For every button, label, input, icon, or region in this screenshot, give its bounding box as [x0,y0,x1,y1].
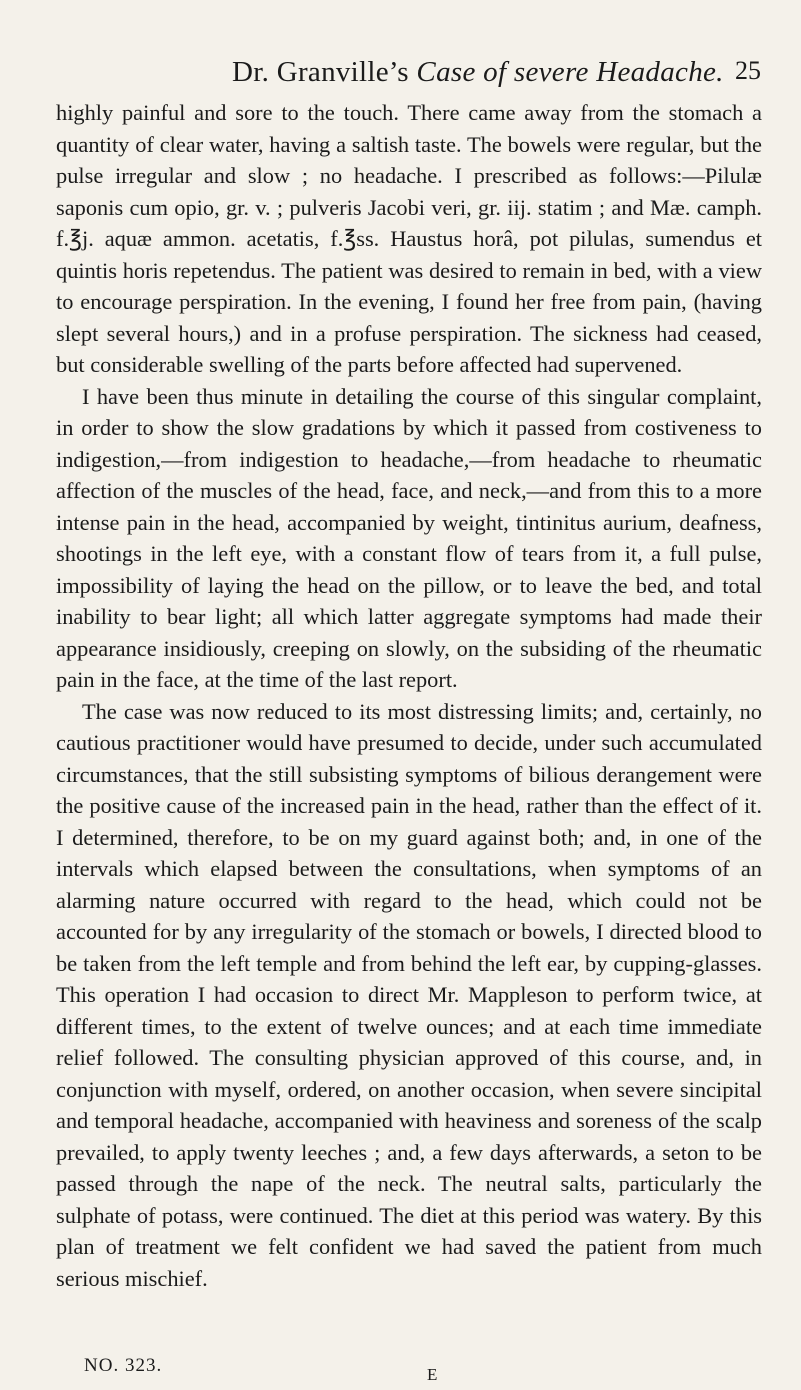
paragraph-1: highly painful and sore to the touch. There came away from the stomach a quantity of clear water, having a saltish taste. The bowels were regular, but the pulse irregular and slow ; no headache. I prescribed as follows:—Pilulæ saponis cum opio, gr. v. ; pulveris Jacobi veri, gr. iij. statim ; and Mæ. camph. f.℥j. aquæ ammon. acetatis, f.℥ss. Haustus horâ, pot pilulas, sumendus et quintis horis repetendus. The patient was desired to remain in bed, with a view to encourage perspiration. In the evening, I found her free from pain, (having slept several hours,) and in a profuse perspiration. The sickness had ceased, but considerable swelling of the parts before affected had supervened. [56,100,762,377]
issue-number: NO. 323. [84,1355,163,1376]
body-text [56,97,762,1294]
running-head-title: Case of severe Headache. [416,56,724,88]
page-footer [0,1355,801,1385]
running-head [232,56,724,89]
running-head-author: Dr. Granville’s [232,56,409,88]
page-header [0,56,801,96]
page-number: 25 [735,56,761,85]
paragraph-2: I have been thus minute in detailing the course of this singular complaint, in order to show the slow gradations by which it passed from costiveness to indigestion,—from indigestion to headache,—from headache to rheumatic affection of the muscles of the head, face, and neck,—and from this to a more intense pain in the head, accompanied by weight, tintinitus aurium, deafness, shootings in the left eye, with a constant flow of tears from it, a full pulse, impossibility of laying the head on the pillow, or to leave the bed, and total inability to bear light; all which latter aggregate symptoms had made their appearance insidiously, creeping on slowly, on the subsiding of the rheumatic pain in the face, at the time of the last report. [56,383,762,692]
paragraph-3: The case was now reduced to its most distressing limits; and, certainly, no cautious practitioner would have presumed to decide, under such accumulated circumstances, that the still subsisting symptoms of bilious derangement were the positive cause of the increased pain in the head, rather than the effect of it. I determined, therefore, to be on my guard against both; and, in one of the intervals which elapsed between the consultations, when symptoms of an alarming nature occurred with regard to the head, which could not be accounted for by any irregularity of the stomach or bowels, I directed blood to be taken from the left temple and from behind the left ear, by cupping-glasses. This operation I had occasion to direct Mr. Mappleson to perform twice, at different times, to the extent of twelve ounces; and at each time immediate relief followed. The consulting physician approved of this course, and, in conjunction with myself, ordered, on another occasion, when severe sincipital and temporal headache, accompanied with heaviness and soreness of the scalp prevailed, to apply twenty leeches ; and, a few days afterwards, a seton to be passed through the nape of the neck. The neutral salts, particularly the sulphate of potass, were continued. The diet at this period was watery. By this plan of treatment we felt confident we had saved the patient from much serious mischief. [56,698,762,1291]
signature-mark: E [427,1365,438,1384]
